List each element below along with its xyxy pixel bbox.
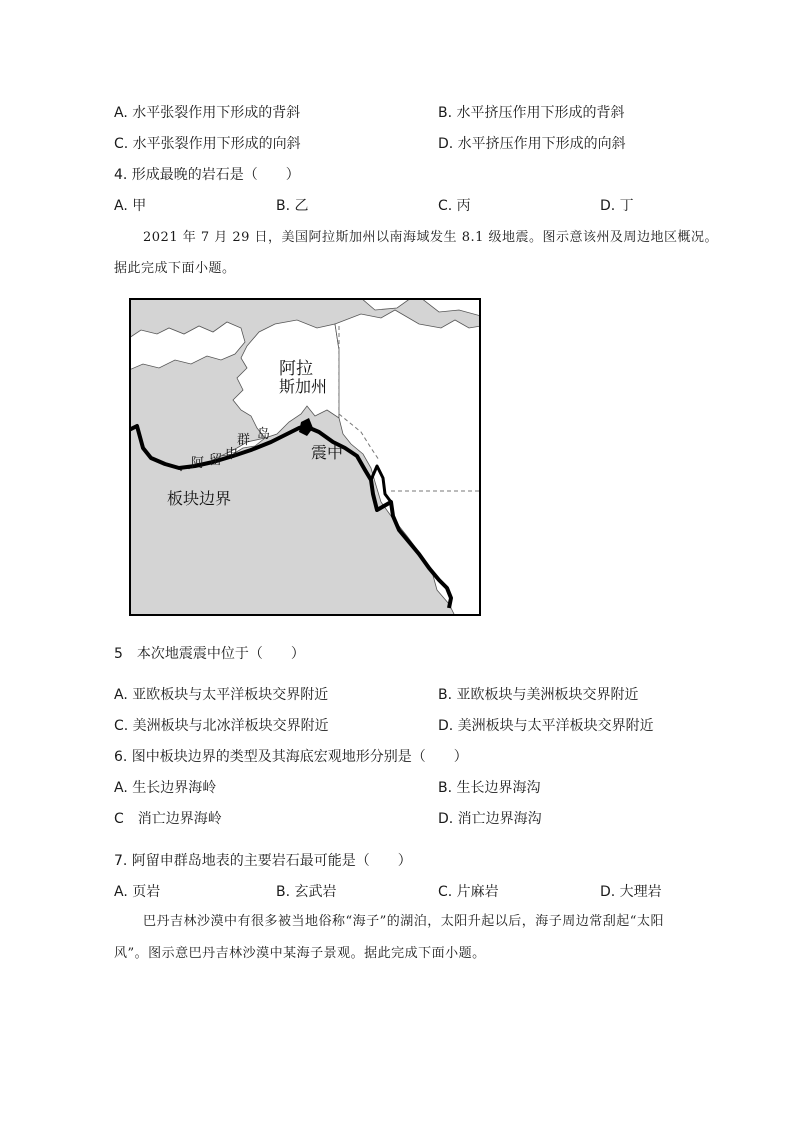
- q7-option-c: C. 片麻岩: [438, 884, 499, 900]
- q6-option-d: D. 消亡边界海沟: [438, 811, 542, 827]
- q7-stem: 7. 阿留申群岛地表的主要岩石最可能是（ ）: [114, 853, 412, 869]
- passage1-line1: 2021 年 7 月 29 日，美国阿拉斯加州以南海域发生 8.1 级地震。图示意该州及周边地区概况。: [143, 230, 718, 245]
- q3-option-d: D. 水平挤压作用下形成的向斜: [438, 136, 626, 152]
- map-label-aleutian-5: 岛: [257, 427, 271, 442]
- q4-option-a: A. 甲: [114, 198, 147, 214]
- passage1-line2: 据此完成下面小题。: [114, 261, 236, 276]
- passage2-line2: 风”。图示意巴丹吉林沙漠中某海子景观。据此完成下面小题。: [114, 946, 486, 961]
- q7-option-b: B. 玄武岩: [276, 884, 337, 900]
- q3-option-c: C. 水平张裂作用下形成的向斜: [114, 136, 301, 152]
- q4-option-c: C. 丙: [438, 198, 471, 214]
- map-label-aleutian-2: 留: [209, 453, 223, 468]
- map-label-alaska-1: 阿拉: [279, 359, 313, 379]
- map-label-alaska-2: 斯加州: [279, 377, 328, 396]
- map-label-aleutian-1: 阿: [191, 456, 205, 471]
- map-label-aleutian-4: 群: [237, 433, 251, 448]
- map-label-epicenter: 震中: [311, 443, 344, 462]
- q7-option-d: D. 大理岩: [600, 884, 662, 900]
- q6-option-a: A. 生长边界海岭: [114, 780, 217, 796]
- q6-stem: 6. 图中板块边界的类型及其海底宏观地形分别是（ ）: [114, 749, 468, 765]
- q5-option-b: B. 亚欧板块与美洲板块交界附近: [438, 687, 639, 703]
- q7-option-a: A. 页岩: [114, 884, 161, 900]
- q5-option-a: A. 亚欧板块与太平洋板块交界附近: [114, 687, 329, 703]
- q5-option-c: C. 美洲板块与北冰洋板块交界附近: [114, 718, 329, 734]
- q6-option-c: C 消亡边界海岭: [114, 811, 222, 827]
- q5-stem: 5 本次地震震中位于（ ）: [114, 646, 305, 662]
- q5-option-d: D. 美洲板块与太平洋板块交界附近: [438, 718, 654, 734]
- q4-stem: 4. 形成最晚的岩石是（ ）: [114, 167, 300, 183]
- q3-option-b: B. 水平挤压作用下形成的背斜: [438, 105, 625, 121]
- passage2-line1: 巴丹吉林沙漠中有很多被当地俗称“海子”的湖泊，太阳升起以后，海子周边常刮起“太阳: [143, 914, 664, 929]
- map-label-aleutian-3: 申: [225, 447, 239, 462]
- q4-option-b: B. 乙: [276, 198, 309, 214]
- q6-option-b: B. 生长边界海沟: [438, 780, 541, 796]
- q4-option-d: D. 丁: [600, 198, 634, 214]
- alaska-map: [129, 298, 481, 616]
- map-label-plate-boundary: 板块边界: [167, 489, 232, 508]
- q3-option-a: A. 水平张裂作用下形成的背斜: [114, 105, 301, 121]
